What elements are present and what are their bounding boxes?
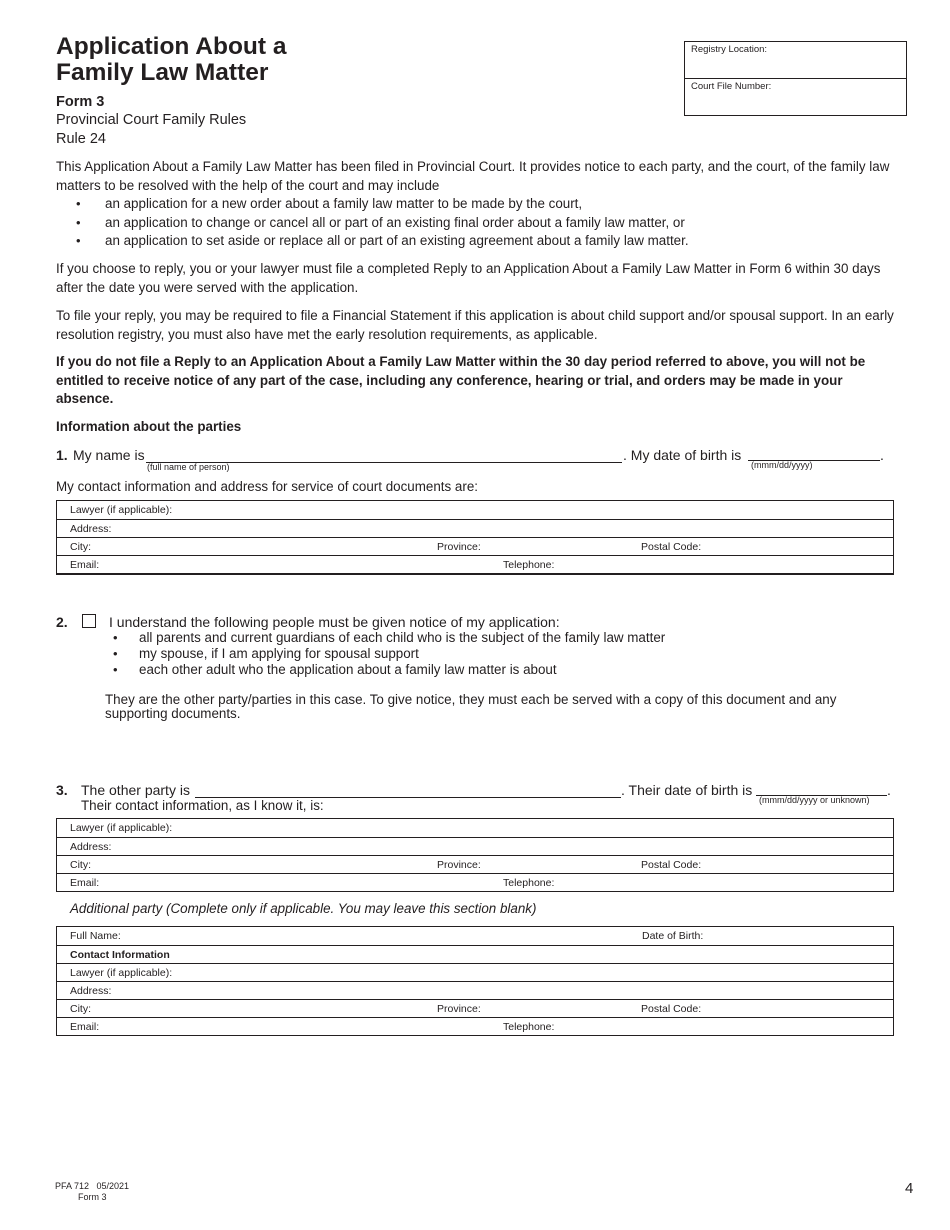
section-heading: Information about the parties [56, 419, 242, 434]
form-title [56, 34, 286, 86]
dob-caption: (mmm/dd/yyyy) [751, 460, 813, 470]
q2-number: 2. [56, 614, 68, 630]
name-caption: (full name of person) [147, 462, 230, 472]
q1-contact-intro: My contact information and address for service of court documents are: [56, 479, 479, 494]
q3-other-party-prefix: The other party is [81, 782, 190, 798]
rule-number: Rule 24 [56, 131, 106, 147]
list-item-text: each other adult who the application about a family law matter is about [139, 662, 557, 677]
reply-paragraph: If you choose to reply, you or your lawyer must file a completed Reply to an Application About a Family Law Matter in Form 6 within 30 days after the date you were served with the application. [56, 261, 881, 295]
postal-code-label: Postal Code: [641, 1003, 702, 1015]
lawyer-label: Lawyer (if applicable): [70, 822, 173, 834]
other-dob-caption: (mmm/dd/yyyy or unknown) [759, 795, 870, 805]
q1-name-prefix: My name is [73, 447, 145, 463]
postal-code-label: Postal Code: [641, 859, 702, 871]
list-item: • an application to set aside or replace all or part of an existing agreement about a family law matter. [0, 232, 950, 251]
additional-party-note: Additional party (Complete only if applicable. You may leave this section blank) [70, 901, 537, 916]
lawyer-row[interactable] [57, 501, 893, 519]
postal-code-label: Postal Code: [641, 541, 702, 553]
telephone-label: Telephone: [503, 559, 555, 571]
address-row[interactable] [57, 981, 893, 999]
intro-bullets [0, 195, 950, 251]
intro-paragraph: This Application About a Family Law Matter has been filed in Provincial Court. It provides notice to each party, and the court, of the family law matters to be resolved with the help of the court and may include [56, 159, 890, 193]
email-label: Email: [70, 877, 100, 889]
registry-location-field[interactable] [685, 42, 906, 78]
additional-party-table [56, 926, 894, 1036]
list-item: • all parents and current guardians of each child who is the subject of the family law matter [113, 630, 666, 645]
lawyer-label: Lawyer (if applicable): [70, 967, 173, 979]
registry-box [684, 41, 907, 116]
form-number: Form 3 [56, 94, 105, 110]
list-item: • an application to change or cancel all or part of an existing final order about a family law matter, or [0, 214, 950, 233]
q1-line [56, 447, 68, 463]
q2-note: They are the other party/parties in this case. To give notice, they must each be served with a copy of this document and any supporting documents. [105, 692, 837, 721]
lawyer-label: Lawyer (if applicable): [70, 504, 173, 516]
page-number: 4 [905, 1180, 914, 1197]
court-file-number-field[interactable] [685, 78, 906, 115]
province-label: Province: [437, 541, 481, 553]
q3-period: . [887, 782, 891, 798]
my-contact-table [56, 500, 894, 575]
q1-number: 1. [56, 447, 68, 463]
rules-name: Provincial Court Family Rules [56, 112, 247, 128]
address-label: Address: [70, 523, 112, 535]
email-row[interactable] [57, 1017, 893, 1035]
warning-paragraph: If you do not file a Reply to an Application About a Family Law Matter within the 30 day period referred to above, you will not be entitled to receive notice of any part of the case, including any conference, hearing or trial, and orders may be made in your absence. [56, 354, 866, 406]
email-row[interactable] [57, 873, 893, 891]
city-row[interactable] [57, 537, 893, 555]
city-row[interactable] [57, 999, 893, 1017]
email-label: Email: [70, 559, 100, 571]
q2-checkbox[interactable] [82, 614, 96, 628]
city-label: City: [70, 1003, 91, 1015]
province-label: Province: [437, 859, 481, 871]
q1-dob-prefix: . My date of birth is [623, 447, 742, 463]
city-label: City: [70, 859, 91, 871]
list-item: • each other adult who the application about a family law matter is about [113, 662, 557, 677]
telephone-label: Telephone: [503, 877, 555, 889]
city-row[interactable] [57, 855, 893, 873]
telephone-label: Telephone: [503, 1021, 555, 1033]
q1-period: . [880, 447, 884, 463]
q2-bullets [0, 630, 950, 678]
list-item-text: an application to change or cancel all or part of an existing final order about a family law matter, or [105, 214, 685, 230]
address-row[interactable] [57, 837, 893, 855]
full-name-label: Full Name: [70, 930, 121, 942]
lawyer-row[interactable] [57, 963, 893, 981]
full-name-row[interactable] [57, 927, 893, 945]
list-item-text: an application for a new order about a family law matter to be made by the court, [105, 196, 583, 211]
q3-contact-intro: Their contact information, as I know it, is: [81, 798, 324, 813]
city-label: City: [70, 541, 91, 553]
other-party-contact-table [56, 818, 894, 892]
title-line-2: Family Law Matter [56, 59, 269, 86]
list-item: • an application for a new order about a family law matter to be made by the court, [0, 195, 950, 214]
q3-dob-prefix: . Their date of birth is [621, 782, 753, 798]
email-row[interactable] [57, 555, 893, 573]
footer-form-code: PFA 712 05/2021 [55, 1181, 130, 1191]
list-item: • my spouse, if I am applying for spousal support [113, 646, 419, 661]
email-label: Email: [70, 1021, 100, 1033]
contact-information-row [57, 945, 893, 963]
address-label: Address: [70, 841, 112, 853]
list-item-text: all parents and current guardians of each child who is the subject of the family law matter [139, 630, 666, 645]
title-line-1: Application About a [56, 33, 287, 60]
court-file-number-label: Court File Number: [691, 81, 772, 92]
footer-form-name: Form 3 [78, 1192, 107, 1202]
date-of-birth-label: Date of Birth: [642, 930, 704, 942]
q2-text: I understand the following people must be given notice of my application: [109, 614, 560, 630]
address-label: Address: [70, 985, 112, 997]
registry-location-label: Registry Location: [691, 44, 768, 55]
contact-information-heading: Contact Information [70, 949, 170, 961]
province-label: Province: [437, 1003, 481, 1015]
address-row[interactable] [57, 519, 893, 537]
q3-number: 3. [56, 782, 68, 798]
financial-paragraph: To file your reply, you may be required to file a Financial Statement if this application is about child support and/or spousal support. In an early resolution registry, you must also have met the early resolution requirements, as applicable. [56, 308, 894, 342]
lawyer-row[interactable] [57, 819, 893, 837]
list-item-text: my spouse, if I am applying for spousal support [139, 646, 419, 661]
list-item-text: an application to set aside or replace all or part of an existing agreement about a family law matter. [105, 233, 689, 248]
